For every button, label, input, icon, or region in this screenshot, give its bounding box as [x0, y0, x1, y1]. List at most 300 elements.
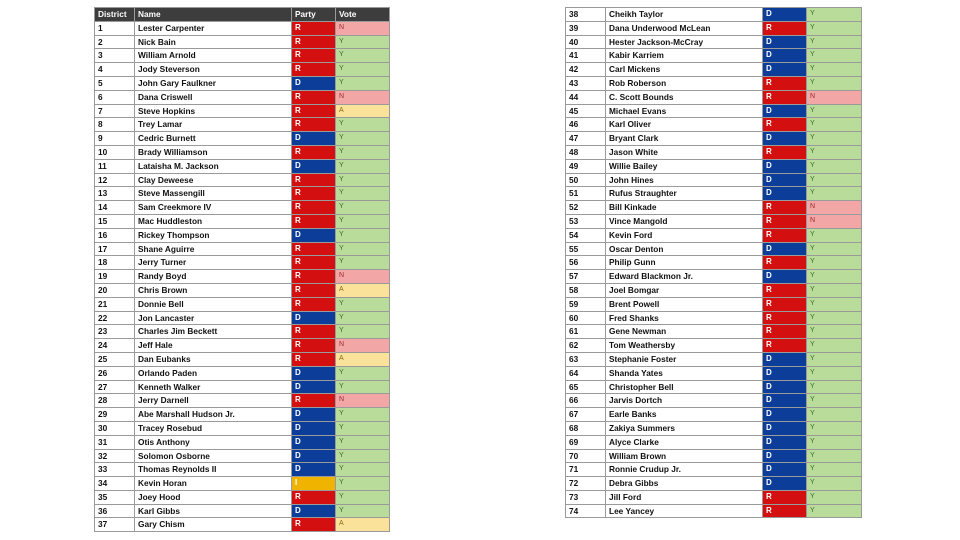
vote-cell: N — [336, 21, 390, 35]
table-row — [95, 145, 390, 159]
name-cell: Brady Williamson — [135, 145, 292, 159]
table-row — [566, 352, 862, 366]
party-cell: D — [763, 477, 807, 491]
table-row — [566, 118, 862, 132]
district-cell: 66 — [566, 394, 606, 408]
vote-cell: Y — [807, 132, 862, 146]
name-cell: Shanda Yates — [606, 366, 763, 380]
district-cell: 61 — [566, 325, 606, 339]
table-row — [95, 104, 390, 118]
party-cell: R — [763, 256, 807, 270]
party-cell: D — [763, 270, 807, 284]
name-cell: Joel Bomgar — [606, 283, 763, 297]
party-cell: D — [763, 380, 807, 394]
party-cell: R — [292, 394, 336, 408]
party-cell: R — [292, 518, 336, 532]
name-cell: Ronnie Crudup Jr. — [606, 463, 763, 477]
table-row — [566, 366, 862, 380]
district-cell: 34 — [95, 477, 135, 491]
table-body-left — [95, 21, 390, 531]
table-row — [95, 187, 390, 201]
district-cell: 14 — [95, 201, 135, 215]
name-cell: Jerry Turner — [135, 256, 292, 270]
table-row — [566, 21, 862, 35]
name-cell: Christopher Bell — [606, 380, 763, 394]
district-cell: 40 — [566, 35, 606, 49]
name-cell: Jason White — [606, 145, 763, 159]
vote-cell: Y — [336, 311, 390, 325]
party-cell: R — [763, 21, 807, 35]
vote-cell: Y — [807, 366, 862, 380]
party-cell: I — [292, 477, 336, 491]
vote-cell: Y — [807, 256, 862, 270]
table-row — [95, 63, 390, 77]
name-cell: Cedric Burnett — [135, 132, 292, 146]
name-cell: William Brown — [606, 449, 763, 463]
district-cell: 48 — [566, 145, 606, 159]
vote-table-left — [94, 7, 390, 532]
name-cell: Kabir Karriem — [606, 49, 763, 63]
name-cell: Lataisha M. Jackson — [135, 159, 292, 173]
table-row — [95, 463, 390, 477]
vote-cell: Y — [336, 435, 390, 449]
vote-cell: Y — [807, 35, 862, 49]
party-cell: D — [763, 35, 807, 49]
table-row — [95, 435, 390, 449]
party-cell: D — [292, 132, 336, 146]
vote-cell: Y — [807, 421, 862, 435]
table-row — [566, 228, 862, 242]
district-cell: 10 — [95, 145, 135, 159]
table-row — [566, 490, 862, 504]
table-row — [566, 477, 862, 491]
vote-cell: Y — [336, 408, 390, 422]
table-row — [566, 214, 862, 228]
table-row — [95, 449, 390, 463]
name-cell: Rufus Straughter — [606, 187, 763, 201]
party-cell: R — [292, 104, 336, 118]
vote-cell: Y — [807, 242, 862, 256]
table-row — [566, 104, 862, 118]
party-cell: D — [763, 104, 807, 118]
district-cell: 29 — [95, 408, 135, 422]
vote-cell: N — [336, 270, 390, 284]
party-cell: D — [763, 49, 807, 63]
table-row — [95, 477, 390, 491]
vote-cell: Y — [336, 132, 390, 146]
name-cell: Stephanie Foster — [606, 352, 763, 366]
header-vote: Vote — [336, 8, 390, 22]
party-cell: R — [763, 76, 807, 90]
district-cell: 63 — [566, 352, 606, 366]
table-row — [566, 380, 862, 394]
table-row — [566, 297, 862, 311]
vote-cell: Y — [807, 145, 862, 159]
district-cell: 46 — [566, 118, 606, 132]
name-cell: Shane Aguirre — [135, 242, 292, 256]
party-cell: D — [292, 76, 336, 90]
district-cell: 51 — [566, 187, 606, 201]
party-cell: R — [292, 90, 336, 104]
name-cell: Chris Brown — [135, 283, 292, 297]
party-cell: R — [763, 201, 807, 215]
party-cell: D — [763, 8, 807, 22]
table-row — [566, 504, 862, 518]
party-cell: D — [292, 463, 336, 477]
party-cell: D — [763, 394, 807, 408]
table-row — [566, 435, 862, 449]
party-cell: R — [763, 145, 807, 159]
party-cell: R — [763, 228, 807, 242]
vote-cell: Y — [807, 297, 862, 311]
vote-cell: Y — [336, 463, 390, 477]
vote-cell: Y — [336, 145, 390, 159]
party-cell: D — [763, 63, 807, 77]
table-row — [95, 118, 390, 132]
district-cell: 31 — [95, 435, 135, 449]
table-row — [95, 201, 390, 215]
party-cell: D — [292, 159, 336, 173]
party-cell: R — [292, 173, 336, 187]
district-cell: 27 — [95, 380, 135, 394]
name-cell: Bryant Clark — [606, 132, 763, 146]
vote-cell: Y — [807, 380, 862, 394]
header-party: Party — [292, 8, 336, 22]
table-row — [566, 63, 862, 77]
party-cell: R — [292, 256, 336, 270]
name-cell: Rickey Thompson — [135, 228, 292, 242]
name-cell: Jeff Hale — [135, 339, 292, 353]
name-cell: Michael Evans — [606, 104, 763, 118]
district-cell: 57 — [566, 270, 606, 284]
district-cell: 5 — [95, 76, 135, 90]
name-cell: Dan Eubanks — [135, 352, 292, 366]
name-cell: Gene Newman — [606, 325, 763, 339]
party-cell: D — [292, 504, 336, 518]
table-row — [95, 21, 390, 35]
table-row — [95, 49, 390, 63]
header-name: Name — [135, 8, 292, 22]
party-cell: D — [292, 435, 336, 449]
party-cell: R — [763, 283, 807, 297]
table-row — [566, 339, 862, 353]
district-cell: 55 — [566, 242, 606, 256]
party-cell: R — [292, 214, 336, 228]
name-cell: Philip Gunn — [606, 256, 763, 270]
party-cell: R — [763, 90, 807, 104]
district-cell: 28 — [95, 394, 135, 408]
district-cell: 22 — [95, 311, 135, 325]
name-cell: Jody Steverson — [135, 63, 292, 77]
district-cell: 33 — [95, 463, 135, 477]
district-cell: 24 — [95, 339, 135, 353]
name-cell: Carl Mickens — [606, 63, 763, 77]
name-cell: Clay Deweese — [135, 173, 292, 187]
party-cell: D — [763, 366, 807, 380]
name-cell: Cheikh Taylor — [606, 8, 763, 22]
name-cell: Otis Anthony — [135, 435, 292, 449]
vote-cell: Y — [336, 449, 390, 463]
table-row — [566, 283, 862, 297]
name-cell: Orlando Paden — [135, 366, 292, 380]
district-cell: 1 — [95, 21, 135, 35]
name-cell: Tracey Rosebud — [135, 421, 292, 435]
vote-cell: Y — [336, 380, 390, 394]
table-row — [95, 90, 390, 104]
district-cell: 41 — [566, 49, 606, 63]
district-cell: 13 — [95, 187, 135, 201]
district-cell: 53 — [566, 214, 606, 228]
table-row — [95, 490, 390, 504]
table-row — [95, 339, 390, 353]
party-cell: R — [763, 311, 807, 325]
name-cell: Rob Roberson — [606, 76, 763, 90]
name-cell: Mac Huddleston — [135, 214, 292, 228]
table-row — [566, 256, 862, 270]
table-row — [566, 311, 862, 325]
district-cell: 37 — [95, 518, 135, 532]
vote-cell: Y — [336, 421, 390, 435]
name-cell: William Arnold — [135, 49, 292, 63]
name-cell: Tom Weathersby — [606, 339, 763, 353]
table-row — [566, 270, 862, 284]
vote-cell: N — [336, 394, 390, 408]
name-cell: Brent Powell — [606, 297, 763, 311]
district-cell: 72 — [566, 477, 606, 491]
name-cell: Jerry Darnell — [135, 394, 292, 408]
table-row — [566, 449, 862, 463]
name-cell: Steve Massengill — [135, 187, 292, 201]
header-row — [95, 8, 390, 22]
name-cell: Karl Gibbs — [135, 504, 292, 518]
party-cell: R — [292, 145, 336, 159]
vote-cell: Y — [336, 118, 390, 132]
vote-cell: Y — [336, 159, 390, 173]
vote-cell: N — [807, 201, 862, 215]
district-cell: 59 — [566, 297, 606, 311]
vote-cell: Y — [336, 201, 390, 215]
vote-cell: Y — [807, 49, 862, 63]
vote-cell: Y — [807, 449, 862, 463]
party-cell: R — [763, 118, 807, 132]
name-cell: Solomon Osborne — [135, 449, 292, 463]
table-row — [566, 201, 862, 215]
vote-cell: Y — [807, 325, 862, 339]
party-cell: D — [763, 408, 807, 422]
party-cell: R — [292, 187, 336, 201]
header-district: District — [95, 8, 135, 22]
table-row — [95, 270, 390, 284]
party-cell: R — [292, 270, 336, 284]
table-row — [95, 173, 390, 187]
party-cell: D — [763, 449, 807, 463]
district-cell: 21 — [95, 297, 135, 311]
table-row — [566, 76, 862, 90]
name-cell: Fred Shanks — [606, 311, 763, 325]
table-row — [566, 463, 862, 477]
district-cell: 39 — [566, 21, 606, 35]
table-row — [95, 297, 390, 311]
party-cell: R — [292, 297, 336, 311]
district-cell: 44 — [566, 90, 606, 104]
district-cell: 35 — [95, 490, 135, 504]
table-row — [95, 35, 390, 49]
table-row — [95, 504, 390, 518]
party-cell: D — [292, 421, 336, 435]
party-cell: R — [763, 325, 807, 339]
vote-cell: Y — [336, 256, 390, 270]
table-row — [95, 159, 390, 173]
name-cell: C. Scott Bounds — [606, 90, 763, 104]
party-cell: D — [292, 449, 336, 463]
district-cell: 60 — [566, 311, 606, 325]
vote-cell: N — [807, 90, 862, 104]
district-cell: 36 — [95, 504, 135, 518]
table-row — [95, 421, 390, 435]
party-cell: D — [292, 228, 336, 242]
vote-cell: Y — [807, 504, 862, 518]
name-cell: Kevin Horan — [135, 477, 292, 491]
district-cell: 25 — [95, 352, 135, 366]
district-cell: 12 — [95, 173, 135, 187]
district-cell: 67 — [566, 408, 606, 422]
district-cell: 7 — [95, 104, 135, 118]
table-row — [95, 366, 390, 380]
table-row — [95, 408, 390, 422]
vote-cell: Y — [807, 118, 862, 132]
party-cell: D — [292, 311, 336, 325]
vote-cell: Y — [336, 214, 390, 228]
vote-cell: Y — [336, 228, 390, 242]
table-row — [566, 49, 862, 63]
name-cell: John Hines — [606, 173, 763, 187]
party-cell: R — [763, 339, 807, 353]
party-cell: D — [763, 435, 807, 449]
vote-cell: Y — [807, 187, 862, 201]
name-cell: Karl Oliver — [606, 118, 763, 132]
party-cell: R — [292, 490, 336, 504]
district-cell: 16 — [95, 228, 135, 242]
party-cell: R — [292, 201, 336, 215]
district-cell: 4 — [95, 63, 135, 77]
vote-cell: Y — [807, 339, 862, 353]
district-cell: 65 — [566, 380, 606, 394]
party-cell: D — [763, 463, 807, 477]
party-cell: D — [763, 242, 807, 256]
vote-cell: Y — [807, 21, 862, 35]
name-cell: Dana Underwood McLean — [606, 21, 763, 35]
table-row — [95, 214, 390, 228]
district-cell: 6 — [95, 90, 135, 104]
table-row — [566, 159, 862, 173]
name-cell: Willie Bailey — [606, 159, 763, 173]
district-cell: 69 — [566, 435, 606, 449]
name-cell: Zakiya Summers — [606, 421, 763, 435]
table-row — [95, 518, 390, 532]
party-cell: R — [292, 21, 336, 35]
district-cell: 19 — [95, 270, 135, 284]
party-cell: R — [292, 325, 336, 339]
district-cell: 47 — [566, 132, 606, 146]
vote-cell: Y — [336, 49, 390, 63]
name-cell: Edward Blackmon Jr. — [606, 270, 763, 284]
name-cell: Bill Kinkade — [606, 201, 763, 215]
vote-cell: Y — [807, 173, 862, 187]
vote-cell: Y — [336, 297, 390, 311]
vote-cell: A — [336, 352, 390, 366]
table-row — [95, 228, 390, 242]
vote-cell: Y — [336, 35, 390, 49]
party-cell: R — [763, 490, 807, 504]
table-row — [566, 8, 862, 22]
name-cell: Lester Carpenter — [135, 21, 292, 35]
name-cell: Gary Chism — [135, 518, 292, 532]
party-cell: R — [763, 214, 807, 228]
table-row — [95, 380, 390, 394]
district-cell: 45 — [566, 104, 606, 118]
district-cell: 54 — [566, 228, 606, 242]
table-row — [566, 325, 862, 339]
party-cell: R — [763, 297, 807, 311]
name-cell: Abe Marshall Hudson Jr. — [135, 408, 292, 422]
table-row — [95, 311, 390, 325]
district-cell: 62 — [566, 339, 606, 353]
party-cell: D — [292, 408, 336, 422]
party-cell: D — [292, 380, 336, 394]
name-cell: Nick Bain — [135, 35, 292, 49]
vote-cell: Y — [807, 76, 862, 90]
table-row — [95, 132, 390, 146]
table-row — [566, 173, 862, 187]
table-row — [95, 325, 390, 339]
district-cell: 50 — [566, 173, 606, 187]
name-cell: Jill Ford — [606, 490, 763, 504]
name-cell: Alyce Clarke — [606, 435, 763, 449]
party-cell: R — [763, 504, 807, 518]
table-row — [566, 187, 862, 201]
vote-cell: Y — [336, 242, 390, 256]
vote-cell: Y — [807, 283, 862, 297]
name-cell: Trey Lamar — [135, 118, 292, 132]
vote-cell: Y — [336, 366, 390, 380]
party-cell: R — [292, 283, 336, 297]
vote-cell: Y — [336, 63, 390, 77]
district-cell: 52 — [566, 201, 606, 215]
vote-cell: Y — [807, 8, 862, 22]
name-cell: Thomas Reynolds II — [135, 463, 292, 477]
vote-table-right — [565, 7, 862, 518]
table-row — [95, 394, 390, 408]
vote-cell: A — [336, 104, 390, 118]
vote-cell: Y — [807, 352, 862, 366]
table-row — [566, 132, 862, 146]
vote-cell: A — [336, 518, 390, 532]
district-cell: 74 — [566, 504, 606, 518]
table-row — [566, 145, 862, 159]
vote-cell: Y — [807, 270, 862, 284]
party-cell: R — [292, 339, 336, 353]
vote-cell: Y — [807, 477, 862, 491]
vote-cell: N — [807, 214, 862, 228]
district-cell: 18 — [95, 256, 135, 270]
name-cell: Steve Hopkins — [135, 104, 292, 118]
table-row — [566, 242, 862, 256]
name-cell: Sam Creekmore IV — [135, 201, 292, 215]
vote-cell: Y — [336, 76, 390, 90]
name-cell: Donnie Bell — [135, 297, 292, 311]
vote-cell: N — [336, 339, 390, 353]
table-row — [95, 283, 390, 297]
